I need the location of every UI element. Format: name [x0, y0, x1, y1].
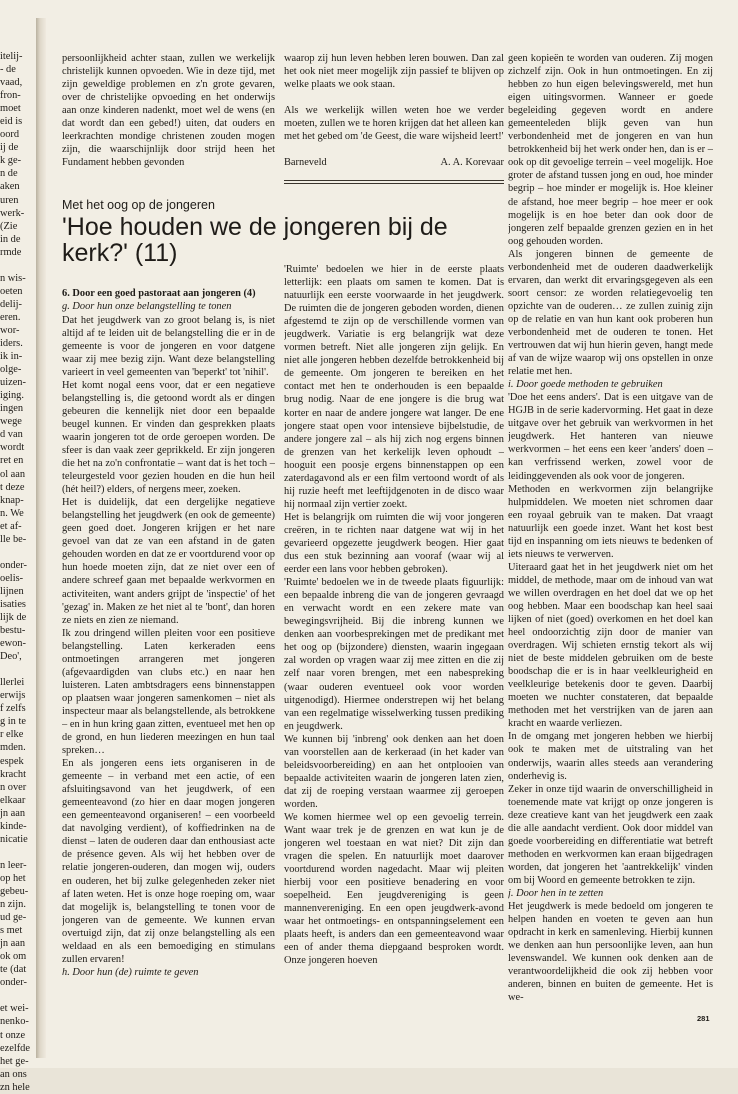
- fragment-line: wor-: [0, 324, 20, 336]
- fragment-line: vaad,: [0, 77, 23, 89]
- col2-paragraph: We kunnen bij 'inbreng' ook denken aan het doen van voorstellen aan de kerkeraad (in het kader van beleidsvoorbereiding) en aan het ontplooien van bepaalde activiteiten waarin de jongeren laten zien, dat zij de roeping verstaan waarmee zij geroepen worden.: [284, 733, 504, 810]
- article-divider: [284, 183, 504, 184]
- fragment-line: erwijs: [0, 690, 26, 702]
- fragment-line: rmde: [0, 246, 22, 258]
- col3-paragraph: In de omgang met jongeren hebben we hierbij ook te maken met de uitstraling van het onderwijs, waarin alles steeds aan verandering onderhevig is.: [508, 731, 713, 782]
- fragment-line: ik in-: [0, 351, 23, 363]
- series-label: Met het oog op de jongeren: [62, 198, 215, 212]
- fragment-line: jn aan: [0, 807, 26, 819]
- fragment-line: k ge-: [0, 155, 22, 167]
- col3-paragraph: Als jongeren binnen de gemeente de verbondenheid met de ouderen daadwerkelijk ervaren, dan werkt dit ervaringsgegeven als een soort censor: ze worden relatiegevoelig ten opzichte van de ouderen… ze zullen zuinig zijn op de relatie en van hun kant ook proberen hun verbondenheid met de ouderen te tonen. Het vertrouwen dat wij hun hierin geven, hangt mede af van de wijze waarop wij ons opstellen in onze relatie met hen.: [508, 248, 713, 378]
- fragment-line: [0, 846, 36, 859]
- fragment-line: gebeu-: [0, 886, 29, 897]
- fragment-line: lle be-: [0, 533, 27, 545]
- fragment-line: ud ge-: [0, 912, 27, 924]
- column-two-top: [284, 52, 504, 172]
- fragment-line: r elke: [0, 729, 24, 741]
- fragment-line: an ons: [0, 1068, 27, 1080]
- fragment-line: het ge-: [0, 1055, 29, 1067]
- article-divider: [284, 180, 504, 181]
- col1-intro: persoonlijkheid achter staan, zullen we werkelijk christelijk kunnen opvoeden. Wie in deze tijd, met zijn geweldige problemen en z'n grote gevaren, over de christelijke opvoeding en het onderwijs aan onze kinderen nadenkt, moet wel de wens (en dat wordt dan een gebed!) uiten, dat ouders en leerkrachten mondige christenen zouden mogen zijn, die waarschijnlijk door strijd heen het Fundament hebben gevonden: [62, 53, 275, 169]
- fragment-line: ezelfde: [0, 1042, 30, 1054]
- section-title: 6. Door een goed pastoraat aan jongeren (4): [62, 288, 256, 300]
- col3-paragraph: Methoden en werkvormen zijn belangrijke hulpmiddelen. We moeten niet schromen daar een royaal gebruik van te maken. Dat vraagt natuurlijk een goede inzet. Want het kost best tijd en inspanning om iets nieuws te bedenken of iets nieuws te verwerven.: [508, 483, 713, 560]
- fragment-line: oelis-: [0, 572, 24, 584]
- fragment-line: n. We: [0, 507, 24, 519]
- fragment-line: eren.: [0, 311, 21, 323]
- fragment-line: iging.: [0, 390, 24, 402]
- col2-closing: Als we werkelijk willen weten hoe we verder moeten, zullen we te horen krijgen dat het alleen kan met het gebed om 'de Geest, die ware wijsheid leert!': [284, 105, 504, 143]
- fragment-line: werk-: [0, 207, 25, 219]
- col2-paragraph: We komen hiermee wel op een gevoelig terrein. Want waar trek je de grenzen en wat kun je de jongeren wel toestaan en wat niet? Dit zijn dan vragen die spelen. En natuurlijk moet daarover voortdurend worden nagedacht. Maar wij pleiten hierbij voor een positieve benadering en voor soepelheid. Een jeugdvereniging is geen mannenvereniging. En een open jeugdwerk-avond waar het ontmoetings- en ontspanningselement een plaats heeft, is anders dan een gemeenteavond waar een of ander thema diepgaand besproken wordt. Onze jongeren hoeven: [284, 811, 504, 967]
- col3-paragraph: geen kopieën te worden van ouderen. Zij mogen zichzelf zijn. Ook in hun ontmoetingen. En zij hebben zo hun eigen belevingswereld, met hun eigen uitingsvormen. Wanneer er goede begeleiding gegeven wordt en andere gemeenteleden blijk geven van hun verbondenheid met de jongeren en van hun betrokkenheid bij het werk onder hen, dan is er – ook op dit gevoelige terrein – veel mogelijk. Hoe groter de afstand tussen jong en oud, hoe minder begrip – hoe minder er mogelijk is. Hoe kleiner de afstand, hoe meer begrip – hoe meer er ook mogelijk is en hoe beter dan ook door de jongeren zelf bepaalde grenzen gezien en in het oog gehouden worden.: [508, 53, 713, 247]
- col1-paragraph: Dat het jeugdwerk van zo groot belang is, is niet altijd af te leiden uit de belangstelling die er in de gemeente is voor de jongeren en voor datgene waar zij mee bezig zijn. Want deze belangstelling varieert in veel gemeenten van 'beperkt' tot 'nihil'.: [62, 314, 275, 378]
- fragment-line: nicatie: [0, 833, 28, 845]
- fragment-line: jn aan: [0, 938, 26, 950]
- fragment-line: Deo',: [0, 651, 22, 663]
- fragment-line: f zelfs: [0, 703, 26, 715]
- fragment-line: oord: [0, 129, 20, 141]
- fragment-line: itelij-: [0, 51, 23, 62]
- fragment-line: mden.: [0, 742, 26, 754]
- subheading-h: h. Door hun (de) ruimte te geven: [62, 966, 199, 978]
- fragment-line: [0, 259, 36, 272]
- fragment-line: kracht: [0, 768, 26, 780]
- fragment-line: n leer-: [0, 859, 27, 871]
- col1-paragraph: Het is duidelijk, dat een dergelijke negatieve belangstelling het jeugdwerk (en ook de gemeente) geen goed doet. Jongeren krijgen er het nare gevoel van dat ze van een afstand in de gaten gehouden worden en dat ze er voortdurend voor op hun hoede moeten zijn, dat ze niet over een of andere schreef gaan met bepaalde werkvormen en activiteiten, want anders grijpt de 'inspectie' of het 'gezag' in. Maken ze het niet al te 'bont', dan horen ze niets en zien ze niemand.: [62, 497, 275, 626]
- fragment-line: (Zie: [0, 220, 18, 232]
- subheading-g: g. Door hun onze belangstelling te tonen: [62, 301, 232, 313]
- fragment-line: n over: [0, 781, 27, 793]
- col1-paragraph: Het komt nogal eens voor, dat er een negatieve belangstelling is, die getoond wordt als er dingen gebeuren die kennelijk niet door een bepaalde beugel kunnen. Er vinden dan gesprekken plaats waarin jongeren tot de orde geroepen worden. De sfeer is dan vaak zeer geprikkeld. Er zijn jongeren die het na zo'n confrontatie – want dat is het toch – teleurgesteld voor gezien houden en die hun heil (hét heil?) elders, of nergens meer, zoeken.: [62, 379, 275, 496]
- fragment-line: ol aan: [0, 468, 26, 480]
- fragment-line: lijk de: [0, 612, 27, 624]
- col2-intro: waarop zij hun leven hebben leren bouwen. Dan zal het ook niet meer mogelijk zijn passief te blijven op welke plaats we ook staan.: [284, 53, 504, 91]
- fragment-line: zn hele: [0, 1081, 30, 1093]
- fragment-line: knap-: [0, 494, 24, 506]
- col3-paragraph: Zeker in onze tijd waarin de onverschilligheid in toenemende mate vat krijgt op onze jongeren is deze creatieve kant van het jeugdwerk een zaak die alle aandacht verdient. Ook door middel van goede voorbereiding en differentiatie wat betreft methoden en werkvormen kan eraan bijgedragen worden, dat jongeren het 'aantrekkelijk' vinden om bij Woord en gemeente betrokken te zijn.: [508, 783, 713, 886]
- fragment-line: ij de: [0, 142, 19, 154]
- fragment-line: et wei-: [0, 1003, 29, 1015]
- fragment-line: t onze: [0, 1029, 26, 1041]
- fragment-line: [0, 663, 36, 676]
- fragment-line: onder-: [0, 559, 27, 571]
- fragment-line: [0, 546, 36, 559]
- fragment-line: lijnen: [0, 585, 24, 597]
- fragment-line: uren: [0, 194, 19, 206]
- col3-paragraph: Uiteraard gaat het in het jeugdwerk niet om het middel, de methode, maar om de inhoud van wat we willen overdragen en het doel dat we op het oog hebben. Maar een boodschap kan heel saai lijken of niet (goed) overkomen en het doel kan heel ondoorzichtig zijn door de manier van overdragen. Wij schieten ernstig tekort als wij niet de beste middelen gebruiken om de beste boodschap die er is in haar veelkleurigheid en veelkleurige betekenis door te geven. Daarbij moeten we nuchter constateren, dat bepaalde methoden met het verstrijken van de jaren aan kracht en waarde verliezen.: [508, 561, 713, 730]
- fragment-line: g in te: [0, 716, 26, 728]
- fragment-line: aken: [0, 181, 20, 193]
- column-three: [508, 52, 713, 1052]
- fragment-line: onder-: [0, 977, 27, 989]
- fragment-line: uizen-: [0, 377, 26, 389]
- previous-page-fragments: [0, 50, 36, 1094]
- fragment-line: espek: [0, 755, 24, 767]
- fragment-line: s met: [0, 925, 23, 937]
- fragment-line: llerlei: [0, 677, 25, 689]
- place-name: Barneveld: [284, 157, 327, 169]
- page-gutter: [36, 18, 46, 1058]
- column-two: [284, 263, 504, 1053]
- fragment-line: n zijn.: [0, 899, 26, 911]
- subheading-j: j. Door hen in te zetten: [508, 888, 604, 899]
- fragment-line: iders.: [0, 338, 23, 350]
- fragment-line: n de: [0, 168, 18, 180]
- fragment-line: nenko-: [0, 1016, 29, 1028]
- fragment-line: n wis-: [0, 272, 26, 284]
- col1-paragraph: En als jongeren eens iets organiseren in de gemeente – in verband met een actie, of een afsluitingsavond van het jeugdwerk, of een gemeenteavond (zo hier en daar mogen jongeren een gemeenteavond organiseren! – een voorbeeld dat navolging verdient), of koffiedrinken na de dienst – laten de ouderen daar dan enthousiast acte de présence geven. Als wij het hebben over de relatie jongeren-ouderen, dan mogen wij, ouders en ouderen, het bij zulke gelegenheden zeker niet af laten weten. Het is onze hoge roeping om, waar dat mogelijk is, belangstelling te tonen voor de jongeren van de gemeente. We kunnen ervan overtuigd zijn, dat zij onze belangstelling als een weldaad en als een bemoediging en stimulans zullen ervaren!: [62, 758, 275, 965]
- col2-paragraph: 'Ruimte' bedoelen we in de tweede plaats figuurlijk: een bepaalde inbreng die van de jongeren gevraagd en verwacht wordt en een zekere mate van bewegingsvrijheid. Bij die inbreng kunnen we denken aan voorbesprekingen met de predikant met het oog op (bijzondere) diensten, waarin ingegaan zal worden op vragen waar zij mee zitten en die zij zelf naar voren brengen, met een nabespreking (waar ouderen eventueel ook voor worden uitgenodigd). Hiermee onderstrepen wij het belang van een regelmatige wisselwerking tussen prediking en jeugdwerk.: [284, 577, 504, 732]
- subheading-i: i. Door goede methoden te gebruiken: [508, 379, 663, 391]
- article-title: 'Hoe houden we de jongeren bij de kerk?' (11): [62, 213, 448, 267]
- fragment-line: t deze: [0, 481, 25, 493]
- fragment-line: kinde-: [0, 820, 27, 832]
- fragment-line: ewon-: [0, 638, 26, 650]
- col2-paragraph: Het is belangrijk om ruimten die wij voor jongeren creëren, in te richten naar datgene wat wij in het gevarieerd opgezette jeugdwerk beogen. Hier gaat dus een stuk bezinning aan vooraf (waar wij al eerder een lans voor hebben gebroken).: [284, 511, 504, 576]
- fragment-line: wege: [0, 416, 22, 428]
- fragment-line: eid is: [0, 116, 23, 128]
- fragment-line: ret en: [0, 455, 24, 467]
- fragment-line: in de: [0, 233, 21, 245]
- col1-paragraph: Ik zou dringend willen pleiten voor een positieve belangstelling. Laten kerkeraden eens ontmoetingen arrangeren met jongeren (afgevaardigden van clubs etc.) en naar hen luisteren. Laten ambtsdragers eens binnenstappen op plaatsen waar jongeren samenkomen – niet als inspecteur maar als belangstellende, als betrokkene – en in hun kring gaan zitten, eventueel met hen op de grond, en hun liederen meezingen en hun taal spreken…: [62, 627, 275, 757]
- fragment-line: bestu-: [0, 625, 26, 637]
- fragment-line: wordt: [0, 442, 25, 454]
- fragment-line: moet: [0, 103, 21, 115]
- fragment-line: fron-: [0, 90, 21, 102]
- fragment-line: ok om: [0, 951, 27, 963]
- fragment-line: op het: [0, 872, 26, 884]
- fragment-line: [0, 989, 36, 1002]
- fragment-line: olge-: [0, 364, 22, 376]
- fragment-line: elkaar: [0, 794, 26, 806]
- fragment-line: ingen: [0, 403, 24, 415]
- fragment-line: delij-: [0, 298, 22, 310]
- author-name: A. A. Korevaar: [440, 157, 504, 169]
- page-number: 281: [697, 1014, 710, 1023]
- col3-paragraph: Het jeugdwerk is mede bedoeld om jongeren te helpen handen en voeten te geven aan hun opdracht in kerk en samenleving. Hierbij kunnen we denken aan hun persoonlijke leven, aan hun levenswandel. We kunnen ook denken aan de verantwoordelijkheid die ook zij hebben voor anderen, binnen en buiten de gemeente. Het is we-: [508, 901, 713, 1004]
- fragment-line: d van: [0, 429, 23, 441]
- col2-paragraph: 'Ruimte' bedoelen we hier in de eerste plaats letterlijk: een plaats om samen te komen. Dat is natuurlijk een eerste voorwaarde in het jeugdwerk. De ruimten die de jongeren geboden worden, dienen afgestemd te zijn op de verschillende vormen van jeugdwerk. Variatie is erg belangrijk wat deze vormen betreft. Niet alle jongeren zijn gelijk. En niet alle jongeren hebben dezelfde betrokkenheid bij de gemeente. Om jongeren te bereiken en het contact met hen te onderhouden is een bepaalde brug nodig. Naar de ene jongere is die brug wat korter en naar de andere jongere wat langer. De ene jongere staat open voor intensieve bijbelstudie, de andere jongere zal – als hij zich nog ergens binnen de grenzen van het kerkelijk leven ophoudt – hooguit een poosje ergens binnenstappen op een zaterdagavond als er een film vertoond wordt of als hij ruzie heeft met leeftijdgenoten in de disco waar hij normaal zijn vertier zoekt.: [284, 264, 504, 510]
- fragment-line: - de: [0, 64, 16, 76]
- fragment-line: et af-: [0, 520, 22, 532]
- fragment-line: oeten: [0, 285, 23, 297]
- fragment-line: isaties: [0, 598, 26, 610]
- fragment-line: te (dat: [0, 964, 27, 976]
- signature-line: [284, 156, 504, 169]
- col3-paragraph: 'Doe het eens anders'. Dat is een uitgave van de HGJB in de serie kadervorming. Het gaat in deze uitgave over het gebruik van werkvormen in het jeugdwerk. Het hanteren van nieuwe werkvormen – het eens een keer 'anders' doen – kan verfrissend werken, zowel voor de leidinggevenden als ook voor de jongeren.: [508, 392, 713, 482]
